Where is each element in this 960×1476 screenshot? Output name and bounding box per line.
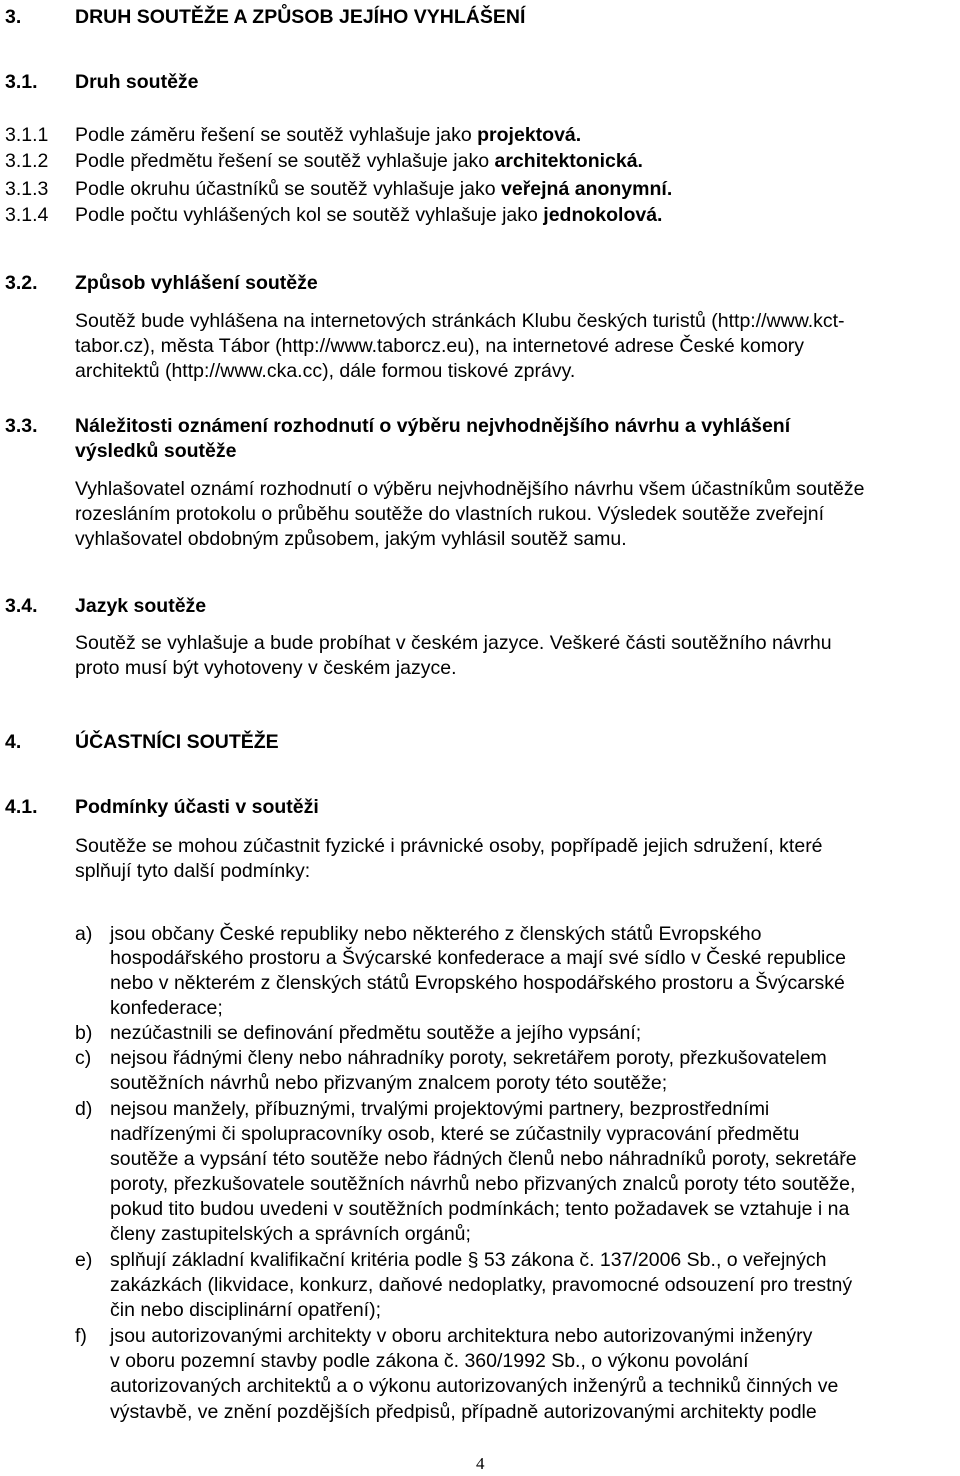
section-3-2-title: Způsob vyhlášení soutěže (75, 272, 318, 294)
item-3-1-1-text: Podle záměru řešení se soutěž vyhlašuje jako projektová. (75, 124, 582, 146)
list-item-line: v oboru pozemní stavby podle zákona č. 360/1992 Sb., o výkonu povolání (110, 1350, 749, 1372)
section-3-number: 3. (5, 6, 22, 28)
section-3-1-title: Druh soutěže (75, 71, 199, 93)
section-4-1-line: Soutěže se mohou zúčastnit fyzické i právnické osoby, popřípadě jejich sdružení, které (75, 835, 823, 857)
section-4-1-number: 4.1. (5, 796, 38, 818)
item-3-1-3-text: Podle okruhu účastníků se soutěž vyhlašuje jako veřejná anonymní. (75, 178, 673, 200)
section-3-3-title: Náležitosti oznámení rozhodnutí o výběru nejvhodnějšího návrhu a vyhlášení (75, 415, 791, 437)
item-3-1-2-text: Podle předmětu řešení se soutěž vyhlašuje jako architektonická. (75, 150, 643, 172)
list-item-line: nejsou manžely, příbuznými, trvalými projektovými partnery, bezprostředními (110, 1098, 770, 1120)
section-3-2-line: tabor.cz), města Tábor (http://www.taborcz.eu), na internetové adrese České komory (75, 335, 805, 357)
section-3-4-title: Jazyk soutěže (75, 595, 207, 617)
list-item-letter: e) (75, 1249, 93, 1271)
page-number: 4 (476, 1454, 485, 1473)
list-item-line: hospodářského prostoru a Švýcarské konfederace a mají své sídlo v České republice (110, 947, 846, 969)
section-3-4-line: Soutěž se vyhlašuje a bude probíhat v českém jazyce. Veškeré části soutěžního návrhu (75, 632, 832, 654)
list-item-letter: d) (75, 1098, 93, 1120)
list-item-line: pokud tito budou uvedeni v soutěžních podmínkách; tento požadavek se vztahuje i na (110, 1198, 850, 1220)
list-item-line: splňují základní kvalifikační kritéria podle § 53 zákona č. 137/2006 Sb., o veřejných (110, 1249, 827, 1271)
list-item-line: autorizovaných architektů a o výkonu autorizovaných inženýrů a techniků činných ve (110, 1375, 839, 1397)
section-3-3-number: 3.3. (5, 415, 38, 437)
section-4-number: 4. (5, 731, 22, 753)
section-3-title: DRUH SOUTĚŽE A ZPŮSOB JEJÍHO VYHLÁŠENÍ (75, 6, 526, 28)
list-item-line: soutěžních návrhů nebo přizvaným znalcem poroty této soutěže; (110, 1072, 668, 1094)
list-item-letter: b) (75, 1022, 93, 1044)
list-item-line: nebo v některém z členských států Evropského hospodářského prostoru a Švýcarské (110, 972, 845, 994)
item-3-1-4-number: 3.1.4 (5, 204, 49, 226)
list-item-line: nadřízenými či spolupracovníky osob, které se zúčastnily vypracování předmětu (110, 1123, 800, 1145)
list-item-line: zakázkách (likvidace, konkurz, daňové nedoplatky, pravomocné odsouzení pro trestný (110, 1274, 853, 1296)
item-3-1-3-number: 3.1.3 (5, 178, 49, 200)
list-item-line: čin nebo disciplinární opatření); (110, 1299, 381, 1321)
section-3-3-title: výsledků soutěže (75, 440, 237, 462)
section-3-4-number: 3.4. (5, 595, 38, 617)
list-item-line: soutěže a vypsání této soutěže nebo řádných členů nebo náhradníků poroty, sekretáře (110, 1148, 857, 1170)
item-3-1-2-number: 3.1.2 (5, 150, 49, 172)
section-3-3-line: vyhlašovatel obdobným způsobem, jakým vyhlásil soutěž samu. (75, 528, 627, 550)
list-item-letter: c) (75, 1047, 92, 1069)
section-3-2-number: 3.2. (5, 272, 38, 294)
section-3-3-line: Vyhlašovatel oznámí rozhodnutí o výběru nejvhodnějšího návrhu všem účastníkům soutěže (75, 478, 865, 500)
section-4-1-title: Podmínky účasti v soutěži (75, 796, 319, 818)
list-item-line: členy zastupitelských a správních orgánů; (110, 1223, 471, 1245)
list-item-line: jsou občany České republiky nebo některého z členských států Evropského (110, 923, 762, 945)
section-4-title: ÚČASTNÍCI SOUTĚŽE (75, 731, 279, 753)
item-3-1-1-number: 3.1.1 (5, 124, 49, 146)
list-item-line: nejsou řádnými členy nebo náhradníky poroty, sekretářem poroty, přezkušovatelem (110, 1047, 827, 1069)
list-item-line: konfederace; (110, 997, 223, 1019)
item-3-1-4-text: Podle počtu vyhlášených kol se soutěž vyhlašuje jako jednokolová. (75, 204, 663, 226)
list-item-letter: a) (75, 923, 93, 945)
list-item-line: výstavbě, ve znění pozdějších předpisů, případně autorizovanými architekty podle (110, 1401, 817, 1423)
section-3-3-line: rozesláním protokolu o průběhu soutěže do vlastních rukou. Výsledek soutěže zveřejní (75, 503, 825, 525)
list-item-letter: f) (75, 1325, 87, 1347)
section-3-4-line: proto musí být vyhotoveny v českém jazyce. (75, 657, 457, 679)
section-3-1-number: 3.1. (5, 71, 38, 93)
section-3-2-line: Soutěž bude vyhlášena na internetových stránkách Klubu českých turistů (http://www.kct- (75, 310, 845, 332)
list-item-line: nezúčastnili se definování předmětu soutěže a jejího vypsání; (110, 1022, 642, 1044)
section-4-1-line: splňují tyto další podmínky: (75, 860, 311, 882)
list-item-line: poroty, přezkušovatele soutěžních návrhů nebo přizvaných znalců poroty této soutěže, (110, 1173, 856, 1195)
section-3-2-line: architektů (http://www.cka.cc), dále formou tiskové zprávy. (75, 360, 576, 382)
list-item-line: jsou autorizovanými architekty v oboru architektura nebo autorizovanými inženýry (110, 1325, 813, 1347)
